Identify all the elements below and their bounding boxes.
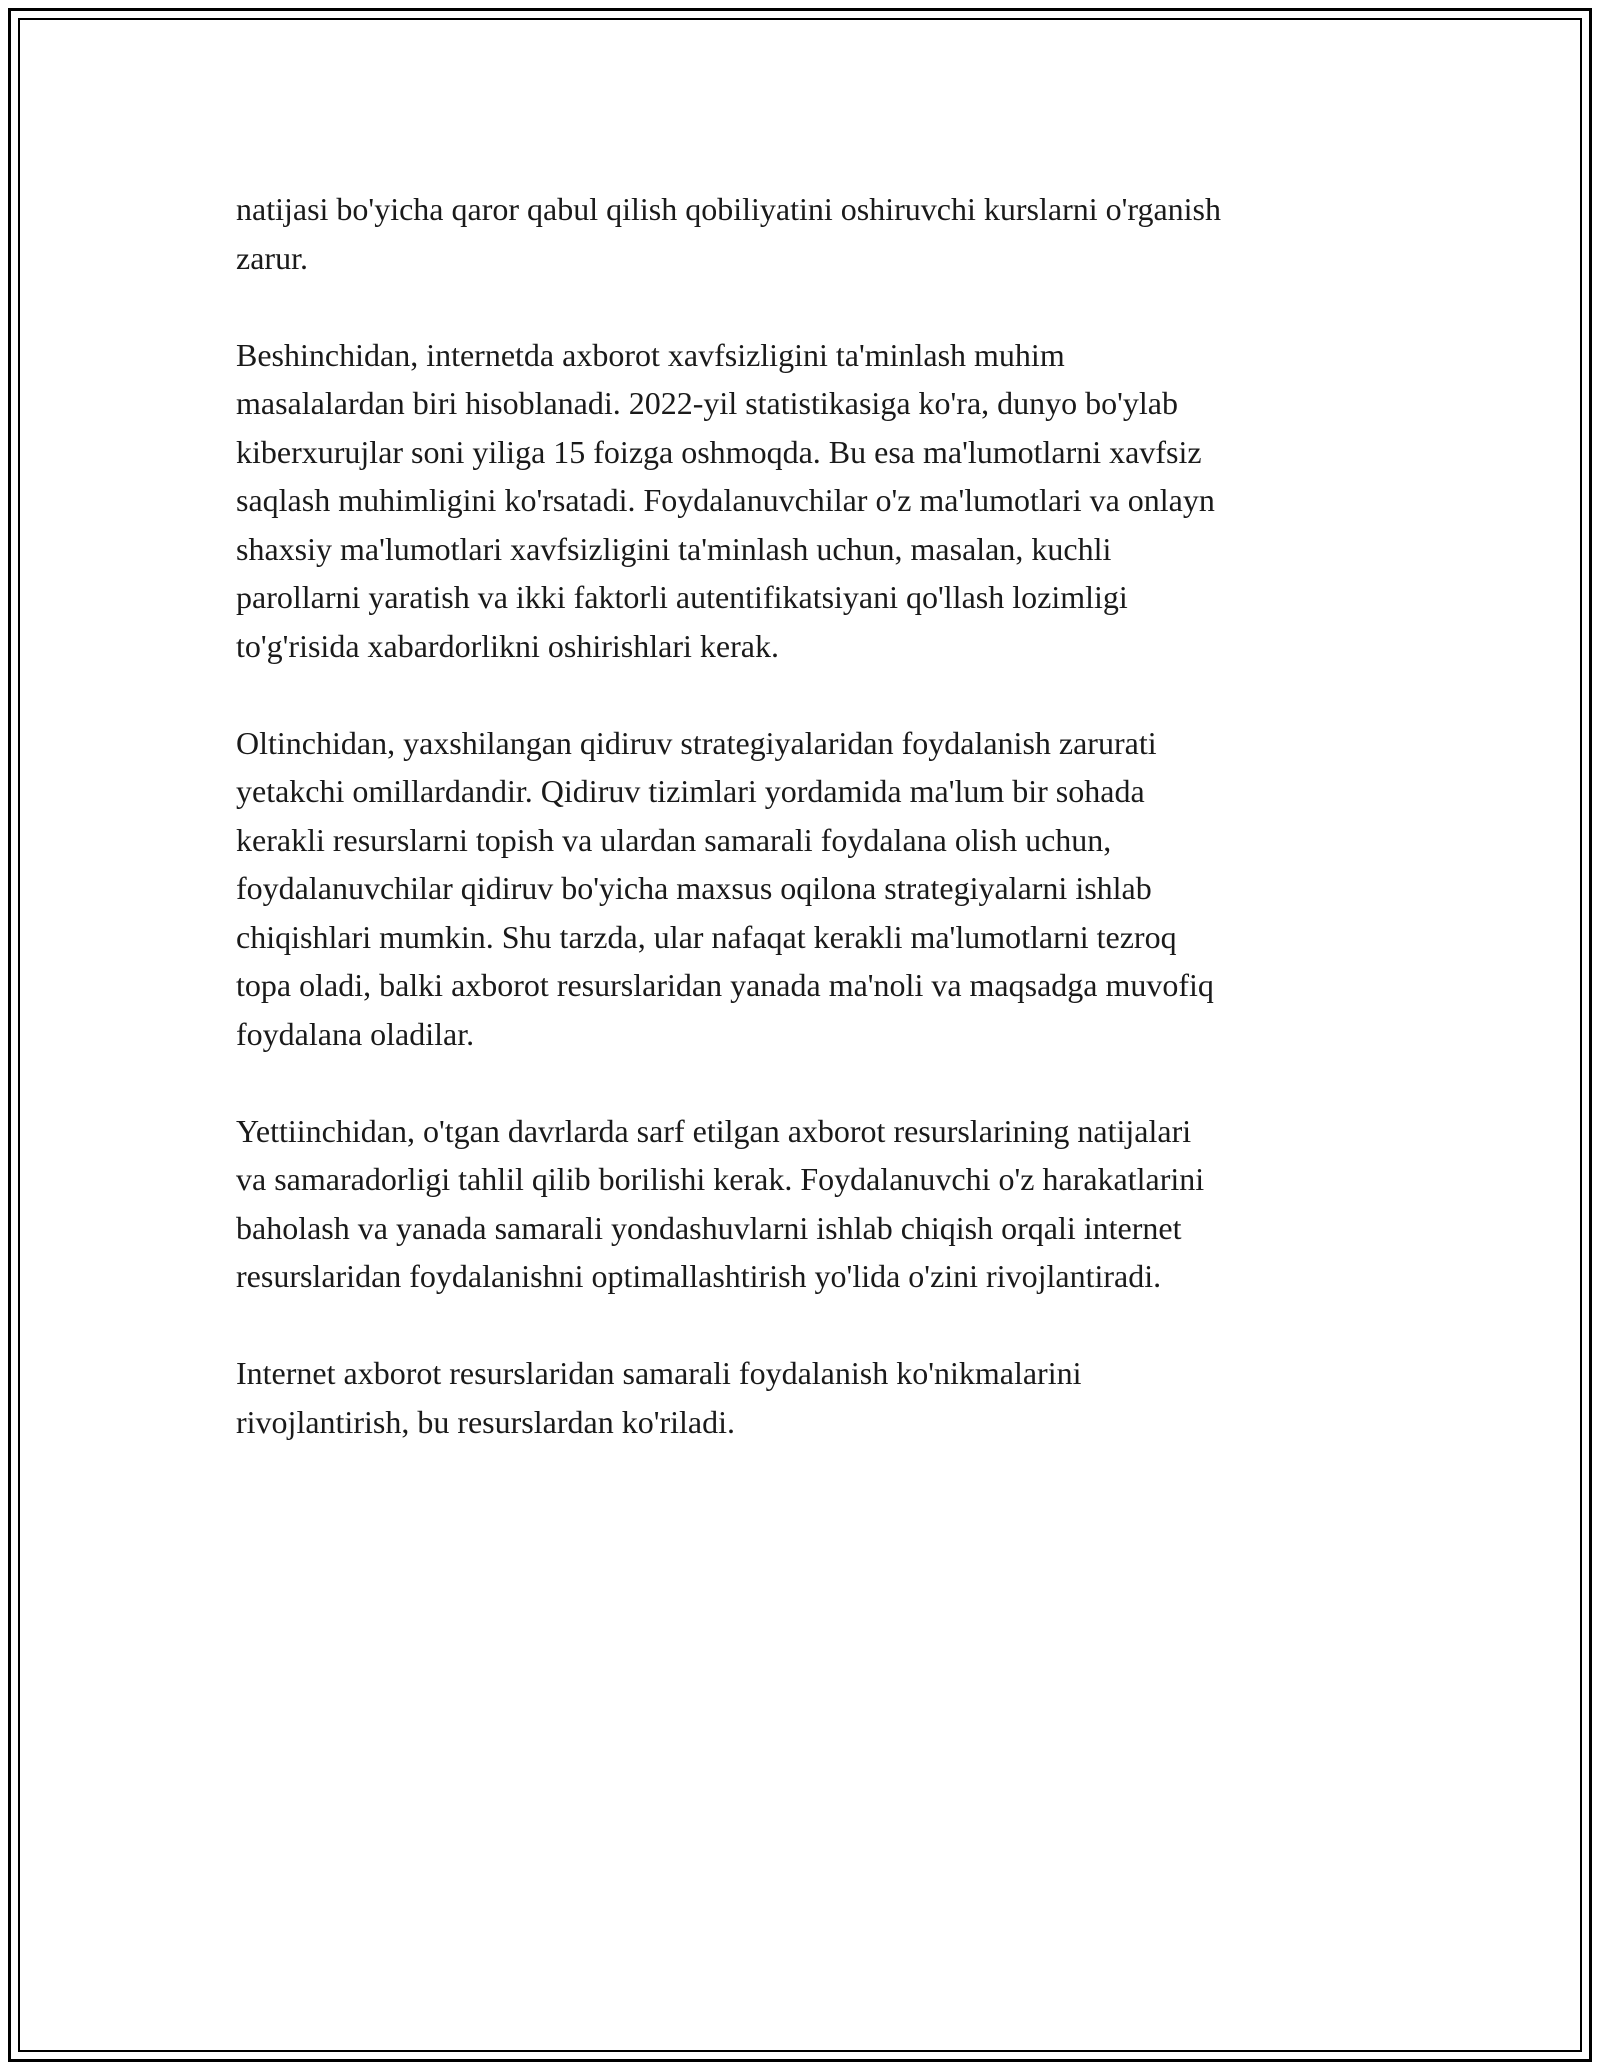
text-line: yetakchi omillardandir. Qidiruv tizimlari yordamida ma'lum bir sohada	[236, 773, 1145, 809]
text-line: kerakli resurslarni topish va ulardan samarali foydalana olish uchun,	[236, 821, 1112, 858]
text-line: Yettiinchidan, o'tgan davrlarda sarf etilgan axborot resurslarining natijalari	[236, 1112, 1192, 1149]
text-line: Oltinchidan, yaxshilangan qidiruv strategiyalaridan foydalanish zarurati	[236, 724, 1157, 761]
paragraph-fifth	[236, 331, 1376, 671]
text-line: foydalanuvchilar qidiruv bo'yicha maxsus oqilona strategiyalarni ishlab	[236, 870, 1152, 906]
text-line: Beshinchidan, internetda axborot xavfsizligini ta'minlash muhim	[236, 336, 1065, 373]
text-line: saqlash muhimligini ko'rsatadi. Foydalanuvchilar o'z ma'lumotlari va onlayn	[236, 482, 1215, 518]
text-line: foydalana oladilar.	[236, 1015, 475, 1052]
text-line: shaxsiy ma'lumotlari xavfsizligini ta'minlash uchun, masalan, kuchli	[236, 530, 1112, 567]
text-line: parollarni yaratish va ikki faktorli autentifikatsiyani qo'llash lozimligi	[236, 579, 1128, 615]
text-line: va samaradorligi tahlil qilib borilishi kerak. Foydalanuvchi o'z harakatlarini	[236, 1161, 1205, 1197]
paragraph-seventh	[236, 1107, 1376, 1301]
text-line: baholash va yanada samarali yondashuvlarni ishlab chiqish orqali internet	[236, 1209, 1182, 1246]
document-body	[236, 185, 1376, 1495]
text-line: natijasi bo'yicha qaror qabul qilish qobiliyatini oshiruvchi kurslarni o'rganish	[236, 191, 1221, 227]
text-line: kiberxurujlar soni yiliga 15 foizga oshmoqda. Bu esa ma'lumotlarni xavfsiz	[236, 433, 1202, 470]
text-line: rivojlantirish, bu resurslardan ko'riladi.	[236, 1403, 735, 1440]
text-line: resurslaridan foydalanishni optimallashtirish yo'lida o'zini rivojlantiradi.	[236, 1258, 1162, 1294]
text-line: masalalardan biri hisoblanadi. 2022-yil statistikasiga ko'ra, dunyo bo'ylab	[236, 385, 1178, 421]
text-line: to'g'risida xabardorlikni oshirishlari kerak.	[236, 627, 779, 664]
text-line: Internet axborot resurslaridan samarali foydalanish ko'nikmalarini	[236, 1355, 1082, 1391]
paragraph-conclusion	[236, 1349, 1376, 1446]
paragraph-sixth	[236, 719, 1376, 1059]
text-line: topa oladi, balki axborot resurslaridan yanada ma'noli va maqsadga muvofiq	[236, 967, 1214, 1003]
text-line: chiqishlari mumkin. Shu tarzda, ular nafaqat kerakli ma'lumotlarni tezroq	[236, 918, 1177, 955]
text-line: zarur.	[236, 239, 308, 276]
paragraph-continuation	[236, 185, 1376, 282]
